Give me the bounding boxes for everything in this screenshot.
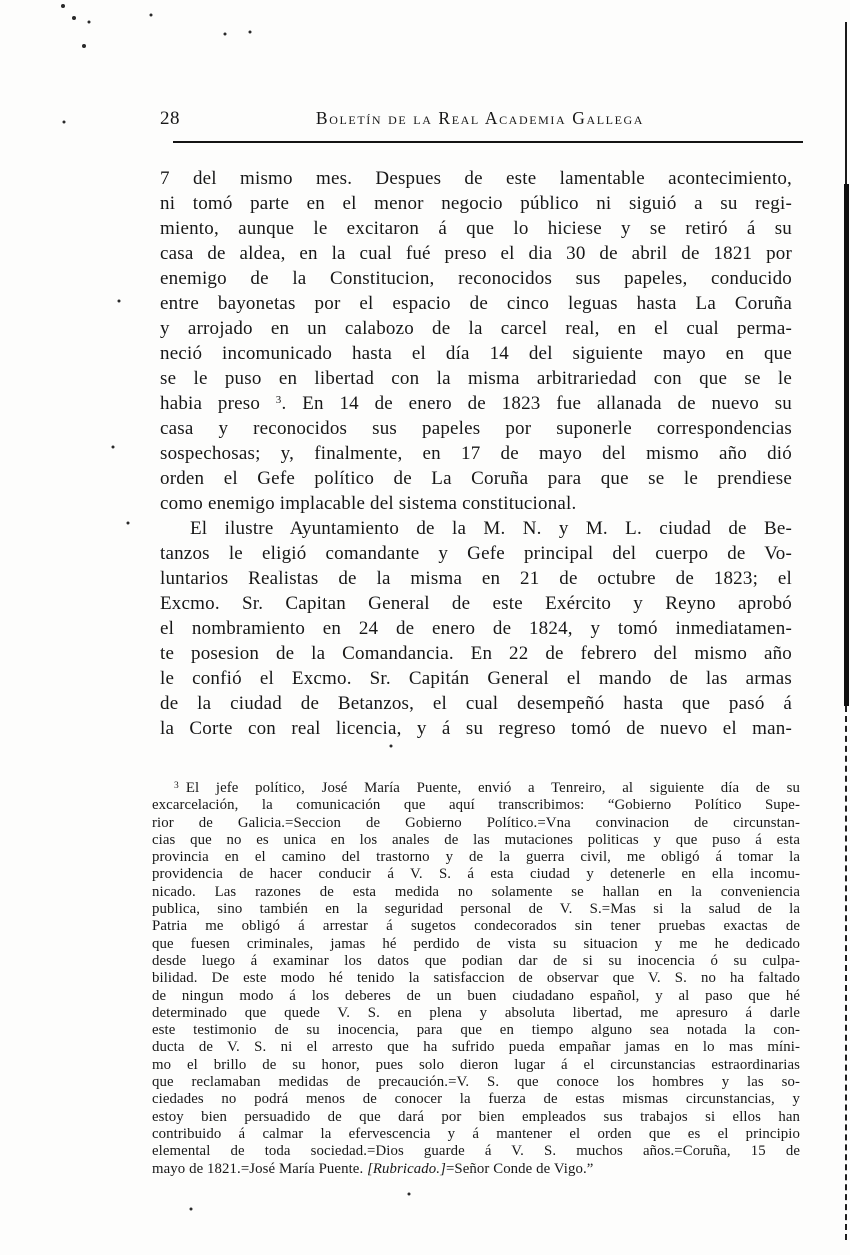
footnote-last-line — [152, 1161, 800, 1178]
text-line: entre bayonetas por el espacio de cinco leguas hasta La Coruña — [160, 293, 792, 314]
text-line: y arrojado en un calabozo de la carcel real, en el cual perma- — [160, 318, 792, 339]
page-number: 28 — [160, 108, 180, 129]
text-line: le confió el Excmo. Sr. Capitán General el mando de las armas — [160, 668, 792, 689]
text-line: casa y reconocidos sus papeles por suponerle correspondencias — [160, 418, 792, 439]
text-line: orden el Gefe político de La Coruña para que se le prendiese — [160, 468, 792, 489]
text-line: se le puso en libertad con la misma arbitrariedad con que se le — [160, 368, 792, 389]
page-header — [160, 108, 800, 130]
text-line: enemigo de la Constitucion, reconocidos sus papeles, conducido — [160, 268, 792, 289]
text-line: ni tomó parte en el menor negocio público ni siguió a su regi- — [160, 193, 792, 214]
rubricado-italic: [Rubricado.] — [367, 1160, 446, 1177]
footnote-line: este testimonio de su inocencia, para que en tiempo alguno sea notada la con- — [152, 1022, 800, 1039]
footnote-line: providencia de hacer conducir á V. S. á esta ciudad y detenerle en ella incomu- — [152, 866, 800, 883]
text-segment: habia preso — [160, 393, 276, 414]
text-line: tanzos le eligió comandante y Gefe principal del cuerpo de Vo- — [160, 543, 792, 564]
footnote-line: desde luego á examinar los datos que podian dar de si su inocencia ó su culpa- — [152, 952, 800, 969]
footnote-marker: 3 — [174, 781, 179, 791]
text-line: la Corte con real licencia, y á su regreso tomó de nuevo el man- — [160, 718, 792, 739]
text-line: 7 del mismo mes. Despues de este lamentable acontecimiento, — [160, 168, 792, 189]
footnote-line: provincia en el camino del trastorno y de la guerra civil, me obligó á tomar la — [152, 849, 800, 866]
footnote-reference: 3 — [275, 394, 282, 406]
footnote-line: ciedades no podrá menos de conocer la fuerza de estas mismas circunstancias, y — [152, 1091, 800, 1108]
footnote-line: de ningun modo á los deberes de un buen ciudadano español, y al paso que hé — [152, 987, 800, 1004]
scan-edge-line — [845, 22, 847, 184]
footnote-line: que reclamaban medidas de precaución.=V. S. que conoce los hombres y las so- — [152, 1074, 800, 1091]
text-segment: =Señor Conde de Vigo.” — [445, 1160, 594, 1177]
footnote-line: estoy bien persuadido de que dará por bien empleados sus trabajos si ellos han — [152, 1108, 800, 1125]
text-line: miento, aunque le excitaron á que lo hiciese y se retiró á su — [160, 218, 792, 239]
text-segment: El jefe político, José María Puente, envió a Tenreiro, al siguiente día de su — [185, 780, 800, 796]
text-segment: mayo de 1821.=José María Puente. — [152, 1160, 368, 1177]
text-line: neció incomunicado hasta el día 14 del siguiente mayo en que — [160, 343, 792, 364]
text-line: el nombramiento en 24 de enero de 1824, y tomó inmediatamen- — [160, 618, 792, 639]
text-line: casa de aldea, en la cual fué preso el dia 30 de abril de 1821 por — [160, 243, 792, 264]
text-line: Excmo. Sr. Capitan General de este Exército y Reyno aprobó — [160, 593, 792, 614]
body-text — [160, 166, 792, 741]
footnote-line: mo el brillo de su honor, pues solo dieron lugar á el circunstancias estraordinarias — [152, 1056, 800, 1073]
text-line: El ilustre Ayuntamiento de la M. N. y M. L. ciudad de Be- — [190, 518, 792, 539]
footnote — [152, 780, 800, 1178]
footnote-line: que fuesen criminales, jamas hé perdido de vista su situacion y me he dedicado — [152, 935, 800, 952]
footnote-line: publica, sino también en la seguridad personal de V. S.=Mas si la salud de la — [152, 901, 800, 918]
footnote-line: rior de Galicia.=Seccion de Gobierno Político.=Vna convinacion de circunstan- — [152, 814, 800, 831]
text-segment: . En 14 de enero de 1823 fue allanada de nuevo su — [281, 393, 793, 414]
footnote-line: contribuido á calmar la efervescencia y á mantener el orden que es el principio — [152, 1125, 800, 1142]
dust-specks — [0, 0, 2, 2]
scan-edge-line — [845, 706, 847, 1240]
text-line: te posesion de la Comandancia. En 22 de febrero del mismo año — [160, 643, 792, 664]
footnote-line: excarcelación, la comunicación que aquí transcribimos: “Gobierno Político Supe- — [152, 797, 800, 814]
footnote-first-line — [152, 780, 800, 797]
text-line: sospechosas; y, finalmente, en 17 de mayo del mismo año dió — [160, 443, 792, 464]
header-rule — [173, 141, 803, 143]
scan-edge-line — [844, 184, 849, 706]
footnote-line: ducta de V. S. ni el arresto que ha sufrido pueda empañar jamas en lo mas míni- — [152, 1039, 800, 1056]
footnote-line: nicado. Las razones de esta medida no solamente se hallan en la conveniencia — [152, 883, 800, 900]
text-line: como enemigo implacable del sistema constitucional. — [160, 493, 577, 514]
footnote-line: cias que no es unica en los anales de las mutaciones politicas y que puso á esta — [152, 831, 800, 848]
journal-title: Boletín de la Real Academia Gallega — [315, 108, 645, 128]
text-line: luntarios Realistas de la misma en 21 de octubre de 1823; el — [160, 568, 792, 589]
text-line: de la ciudad de Betanzos, el cual desempeñó hasta que pasó á — [160, 693, 792, 714]
footnote-line: elemental de toda sociedad.=Dios guarde á V. S. muchos años.=Coruña, 15 de — [152, 1143, 800, 1160]
text-line-with-footnote-ref — [160, 391, 792, 416]
footnote-line: bilidad. De este modo hé tenido la satisfaccion de observar que V. S. no ha faltado — [152, 970, 800, 987]
footnote-line: determinado que quede V. S. en plena y absoluta libertad, me apresuro á darle — [152, 1004, 800, 1021]
footnote-line: Patria me obligó á arrestar á sugetos condecorados sin tener pruebas exactas de — [152, 918, 800, 935]
